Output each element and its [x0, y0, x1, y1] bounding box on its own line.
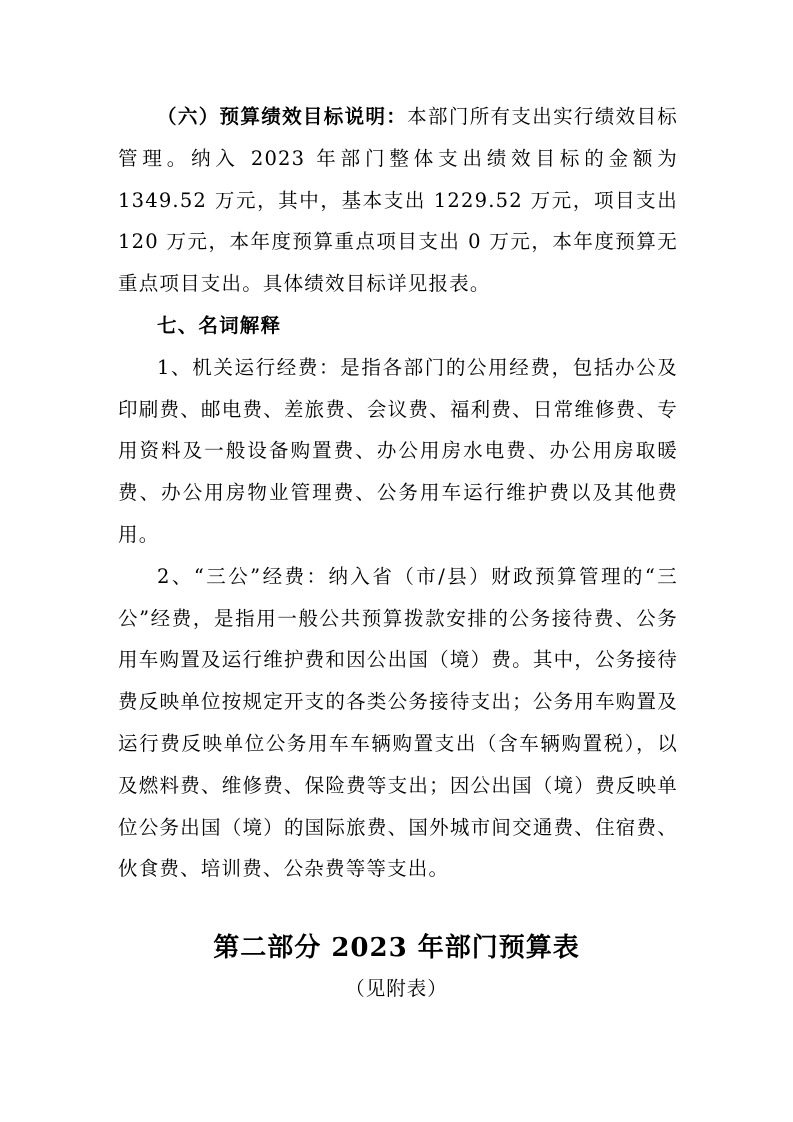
glossary-item-operating-expenses: 1、机关运行经费：是指各部门的公用经费，包括办公及印刷费、邮电费、差旅费、会议费、福利费、日常维修费、专用资料及一般设备购置费、办公用房水电费、办公用房取暖费、办公用房物业管理费、公务用车运行维护费以及其他费用。 [118, 355, 678, 546]
body-text [118, 96, 678, 890]
glossary-item-three-public-expenses: 2、“三公”经费：纳入省（市/县）财政预算管理的“三公”经费，是指用一般公共预算拨款安排的公务接待费、公务用车购置及运行维护费和因公出国（境）费。其中，公务接待费反映单位按规定开支的各类公务接待支出；公务用车购置及运行费反映单位公务用车车辆购置支出（含车辆购置税），以及燃料费、维修费、保险费等支出；因公出国（境）费反映单位公务出国（境）的国际旅费、国外城市间交通费、住宿费、伙食费、培训费、公杂费等等支出。 [118, 564, 678, 881]
performance-goal-paragraph [118, 96, 678, 305]
performance-goal-text: 本部门所有支出实行绩效目标管理。纳入 2023 年部门整体支出绩效目标的金额为 1349.52 万元，其中，基本支出 1229.52 万元，项目支出 120 万元，本年度预算重点项目支出 0 万元，本年度预算无重点项目支出。具体绩效目标详见报表。 [118, 105, 678, 296]
glossary-heading: 七、名词解释 [157, 313, 282, 337]
performance-goal-heading: （六）预算绩效目标说明： [157, 105, 408, 128]
part-two-title: 第二部分 2023 年部门预算表 [213, 933, 580, 963]
part-two-subtitle: （见附表） [345, 977, 448, 1000]
